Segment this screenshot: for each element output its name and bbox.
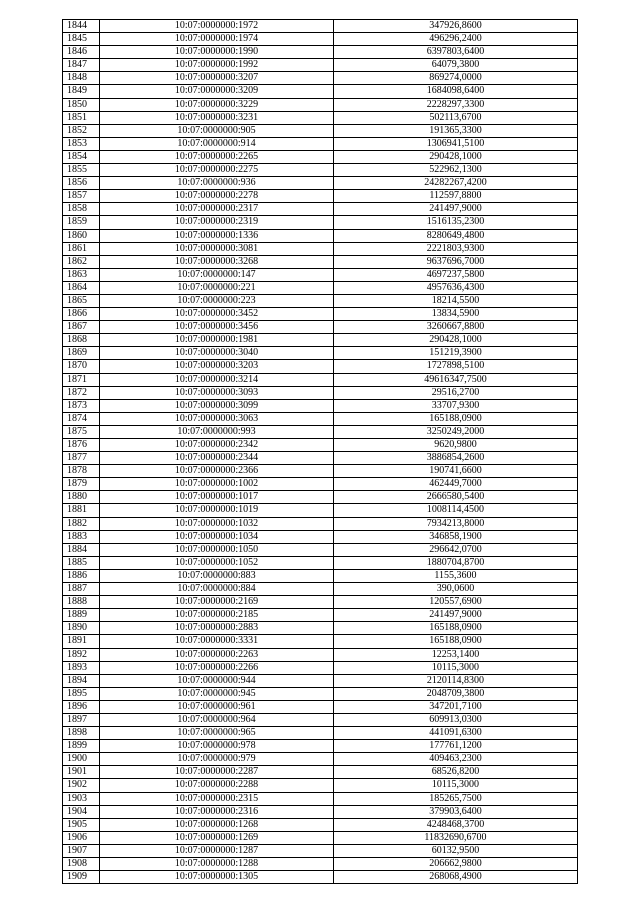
table-row: [63, 569, 578, 582]
row-number-cell: 1898: [63, 727, 100, 740]
table-row: [63, 203, 578, 216]
amount-cell: 290428,1000: [334, 334, 578, 347]
row-number-cell: 1894: [63, 674, 100, 687]
table-row: [63, 517, 578, 530]
amount-cell: 502113,6700: [334, 111, 578, 124]
cadastral-number-cell: 10:07:0000000:2883: [100, 622, 334, 635]
row-number-cell: 1869: [63, 347, 100, 360]
amount-cell: 1306941,5100: [334, 137, 578, 150]
row-number-cell: 1901: [63, 766, 100, 779]
row-number-cell: 1905: [63, 818, 100, 831]
amount-cell: 12253,1400: [334, 648, 578, 661]
cadastral-number-cell: 10:07:0000000:1972: [100, 20, 334, 33]
row-number-cell: 1906: [63, 831, 100, 844]
amount-cell: 49616347,7500: [334, 373, 578, 386]
cadastral-number-cell: 10:07:0000000:884: [100, 583, 334, 596]
table-row: [63, 831, 578, 844]
cadastral-number-cell: 10:07:0000000:3268: [100, 255, 334, 268]
amount-cell: 609913,0300: [334, 713, 578, 726]
cadastral-number-cell: 10:07:0000000:221: [100, 281, 334, 294]
cadastral-number-cell: 10:07:0000000:3231: [100, 111, 334, 124]
cadastral-number-cell: 10:07:0000000:2366: [100, 465, 334, 478]
table-row: [63, 766, 578, 779]
cadastral-number-cell: 10:07:0000000:3229: [100, 98, 334, 111]
cadastral-number-cell: 10:07:0000000:1992: [100, 59, 334, 72]
table-row: [63, 33, 578, 46]
cadastral-number-cell: 10:07:0000000:2263: [100, 648, 334, 661]
amount-cell: 241497,9000: [334, 203, 578, 216]
row-number-cell: 1902: [63, 779, 100, 792]
amount-cell: 241497,9000: [334, 609, 578, 622]
cadastral-number-cell: 10:07:0000000:979: [100, 753, 334, 766]
cadastral-number-cell: 10:07:0000000:223: [100, 294, 334, 307]
cadastral-number-cell: 10:07:0000000:2319: [100, 216, 334, 229]
table-row: [63, 871, 578, 884]
amount-cell: 7934213,8000: [334, 517, 578, 530]
row-number-cell: 1896: [63, 700, 100, 713]
cadastral-number-cell: 10:07:0000000:944: [100, 674, 334, 687]
table-row: [63, 229, 578, 242]
row-number-cell: 1846: [63, 46, 100, 59]
cadastral-number-cell: 10:07:0000000:2344: [100, 452, 334, 465]
row-number-cell: 1907: [63, 844, 100, 857]
cadastral-number-cell: 10:07:0000000:2316: [100, 805, 334, 818]
row-number-cell: 1893: [63, 661, 100, 674]
amount-cell: 9637696,7000: [334, 255, 578, 268]
row-number-cell: 1897: [63, 713, 100, 726]
table-row: [63, 543, 578, 556]
row-number-cell: 1900: [63, 753, 100, 766]
row-number-cell: 1871: [63, 373, 100, 386]
amount-cell: 10115,3000: [334, 661, 578, 674]
row-number-cell: 1867: [63, 321, 100, 334]
table-row: [63, 556, 578, 569]
cadastral-number-cell: 10:07:0000000:964: [100, 713, 334, 726]
table-row: [63, 425, 578, 438]
table-row: [63, 596, 578, 609]
row-number-cell: 1890: [63, 622, 100, 635]
row-number-cell: 1851: [63, 111, 100, 124]
row-number-cell: 1874: [63, 412, 100, 425]
table-row: [63, 700, 578, 713]
amount-cell: 390,0600: [334, 583, 578, 596]
table-row: [63, 792, 578, 805]
table-row: [63, 373, 578, 386]
amount-cell: 151219,3900: [334, 347, 578, 360]
cadastral-number-cell: 10:07:0000000:3203: [100, 360, 334, 373]
amount-cell: 6397803,6400: [334, 46, 578, 59]
table-row: [63, 622, 578, 635]
cadastral-number-cell: 10:07:0000000:1019: [100, 504, 334, 517]
table-row: [63, 150, 578, 163]
amount-cell: 379903,6400: [334, 805, 578, 818]
amount-cell: 869274,0000: [334, 72, 578, 85]
amount-cell: 1684098,6400: [334, 85, 578, 98]
table-row: [63, 713, 578, 726]
cadastral-number-cell: 10:07:0000000:3452: [100, 308, 334, 321]
row-number-cell: 1886: [63, 569, 100, 582]
table-row: [63, 360, 578, 373]
row-number-cell: 1865: [63, 294, 100, 307]
cadastral-number-cell: 10:07:0000000:3207: [100, 72, 334, 85]
table-row: [63, 753, 578, 766]
cadastral-number-cell: 10:07:0000000:961: [100, 700, 334, 713]
cadastral-number-cell: 10:07:0000000:2278: [100, 190, 334, 203]
cadastral-number-cell: 10:07:0000000:2288: [100, 779, 334, 792]
table-row: [63, 452, 578, 465]
table-row: [63, 164, 578, 177]
row-number-cell: 1903: [63, 792, 100, 805]
table-row: [63, 805, 578, 818]
row-number-cell: 1864: [63, 281, 100, 294]
amount-cell: 2221803,9300: [334, 242, 578, 255]
cadastral-number-cell: 10:07:0000000:3093: [100, 386, 334, 399]
row-number-cell: 1868: [63, 334, 100, 347]
cadastral-number-cell: 10:07:0000000:1002: [100, 478, 334, 491]
cadastral-number-cell: 10:07:0000000:2275: [100, 164, 334, 177]
amount-cell: 29516,2700: [334, 386, 578, 399]
amount-cell: 10115,3000: [334, 779, 578, 792]
amount-cell: 347926,8600: [334, 20, 578, 33]
table-row: [63, 727, 578, 740]
row-number-cell: 1877: [63, 452, 100, 465]
row-number-cell: 1866: [63, 308, 100, 321]
row-number-cell: 1899: [63, 740, 100, 753]
amount-cell: 112597,8800: [334, 190, 578, 203]
row-number-cell: 1857: [63, 190, 100, 203]
amount-cell: 3260667,8800: [334, 321, 578, 334]
table-row: [63, 844, 578, 857]
row-number-cell: 1888: [63, 596, 100, 609]
amount-cell: 33707,9300: [334, 399, 578, 412]
cadastral-number-cell: 10:07:0000000:1287: [100, 844, 334, 857]
amount-cell: 290428,1000: [334, 150, 578, 163]
row-number-cell: 1892: [63, 648, 100, 661]
table-row: [63, 439, 578, 452]
cadastral-number-cell: 10:07:0000000:2317: [100, 203, 334, 216]
cadastral-number-cell: 10:07:0000000:1268: [100, 818, 334, 831]
row-number-cell: 1887: [63, 583, 100, 596]
cadastral-number-cell: 10:07:0000000:3209: [100, 85, 334, 98]
table-row: [63, 648, 578, 661]
table-row: [63, 347, 578, 360]
cadastral-number-cell: 10:07:0000000:3456: [100, 321, 334, 334]
cadastral-number-cell: 10:07:0000000:1050: [100, 543, 334, 556]
amount-cell: 441091,6300: [334, 727, 578, 740]
cadastral-number-cell: 10:07:0000000:1269: [100, 831, 334, 844]
amount-cell: 296642,0700: [334, 543, 578, 556]
row-number-cell: 1850: [63, 98, 100, 111]
cadastral-number-cell: 10:07:0000000:3214: [100, 373, 334, 386]
cadastral-number-cell: 10:07:0000000:2287: [100, 766, 334, 779]
row-number-cell: 1863: [63, 268, 100, 281]
data-table: [62, 19, 578, 884]
amount-cell: 522962,1300: [334, 164, 578, 177]
row-number-cell: 1909: [63, 871, 100, 884]
row-number-cell: 1883: [63, 530, 100, 543]
amount-cell: 1727898,5100: [334, 360, 578, 373]
row-number-cell: 1860: [63, 229, 100, 242]
row-number-cell: 1873: [63, 399, 100, 412]
amount-cell: 24282267,4200: [334, 177, 578, 190]
cadastral-number-cell: 10:07:0000000:3099: [100, 399, 334, 412]
table-row: [63, 478, 578, 491]
table-row: [63, 177, 578, 190]
amount-cell: 1880704,8700: [334, 556, 578, 569]
table-row: [63, 321, 578, 334]
table-body: [63, 20, 578, 884]
amount-cell: 191365,3300: [334, 124, 578, 137]
amount-cell: 8280649,4800: [334, 229, 578, 242]
amount-cell: 165188,0900: [334, 635, 578, 648]
row-number-cell: 1879: [63, 478, 100, 491]
table-row: [63, 661, 578, 674]
table-row: [63, 124, 578, 137]
row-number-cell: 1882: [63, 517, 100, 530]
table-row: [63, 20, 578, 33]
amount-cell: 165188,0900: [334, 412, 578, 425]
table-row: [63, 465, 578, 478]
cadastral-number-cell: 10:07:0000000:1032: [100, 517, 334, 530]
row-number-cell: 1849: [63, 85, 100, 98]
amount-cell: 1516135,2300: [334, 216, 578, 229]
table-row: [63, 190, 578, 203]
cadastral-number-cell: 10:07:0000000:978: [100, 740, 334, 753]
amount-cell: 2120114,8300: [334, 674, 578, 687]
row-number-cell: 1904: [63, 805, 100, 818]
table-row: [63, 858, 578, 871]
cadastral-number-cell: 10:07:0000000:914: [100, 137, 334, 150]
amount-cell: 64079,3800: [334, 59, 578, 72]
table-row: [63, 294, 578, 307]
cadastral-number-cell: 10:07:0000000:883: [100, 569, 334, 582]
amount-cell: 3250249,2000: [334, 425, 578, 438]
cadastral-number-cell: 10:07:0000000:936: [100, 177, 334, 190]
table-row: [63, 85, 578, 98]
cadastral-number-cell: 10:07:0000000:1017: [100, 491, 334, 504]
table-row: [63, 386, 578, 399]
amount-cell: 496296,2400: [334, 33, 578, 46]
amount-cell: 268068,4900: [334, 871, 578, 884]
cadastral-number-cell: 10:07:0000000:1288: [100, 858, 334, 871]
table-row: [63, 504, 578, 517]
row-number-cell: 1875: [63, 425, 100, 438]
cadastral-number-cell: 10:07:0000000:3040: [100, 347, 334, 360]
amount-cell: 9620,9800: [334, 439, 578, 452]
row-number-cell: 1880: [63, 491, 100, 504]
table-row: [63, 635, 578, 648]
row-number-cell: 1891: [63, 635, 100, 648]
cadastral-number-cell: 10:07:0000000:3081: [100, 242, 334, 255]
amount-cell: 165188,0900: [334, 622, 578, 635]
table-row: [63, 242, 578, 255]
row-number-cell: 1895: [63, 687, 100, 700]
amount-cell: 60132,9500: [334, 844, 578, 857]
amount-cell: 3886854,2600: [334, 452, 578, 465]
cadastral-number-cell: 10:07:0000000:3331: [100, 635, 334, 648]
cadastral-number-cell: 10:07:0000000:1034: [100, 530, 334, 543]
row-number-cell: 1878: [63, 465, 100, 478]
row-number-cell: 1870: [63, 360, 100, 373]
row-number-cell: 1852: [63, 124, 100, 137]
table-row: [63, 59, 578, 72]
cadastral-number-cell: 10:07:0000000:2266: [100, 661, 334, 674]
cadastral-number-cell: 10:07:0000000:1974: [100, 33, 334, 46]
row-number-cell: 1884: [63, 543, 100, 556]
row-number-cell: 1853: [63, 137, 100, 150]
row-number-cell: 1876: [63, 439, 100, 452]
cadastral-number-cell: 10:07:0000000:905: [100, 124, 334, 137]
row-number-cell: 1861: [63, 242, 100, 255]
amount-cell: 2048709,3800: [334, 687, 578, 700]
table-row: [63, 46, 578, 59]
amount-cell: 18214,5500: [334, 294, 578, 307]
cadastral-number-cell: 10:07:0000000:2315: [100, 792, 334, 805]
row-number-cell: 1848: [63, 72, 100, 85]
table-row: [63, 491, 578, 504]
row-number-cell: 1854: [63, 150, 100, 163]
cadastral-number-cell: 10:07:0000000:1305: [100, 871, 334, 884]
amount-cell: 190741,6600: [334, 465, 578, 478]
table-row: [63, 779, 578, 792]
amount-cell: 68526,8200: [334, 766, 578, 779]
row-number-cell: 1844: [63, 20, 100, 33]
amount-cell: 13834,5900: [334, 308, 578, 321]
cadastral-number-cell: 10:07:0000000:2265: [100, 150, 334, 163]
table-row: [63, 137, 578, 150]
table-row: [63, 412, 578, 425]
amount-cell: 206662,9800: [334, 858, 578, 871]
table-row: [63, 281, 578, 294]
row-number-cell: 1858: [63, 203, 100, 216]
table-row: [63, 72, 578, 85]
table-row: [63, 399, 578, 412]
row-number-cell: 1908: [63, 858, 100, 871]
amount-cell: 4697237,5800: [334, 268, 578, 281]
table-row: [63, 216, 578, 229]
cadastral-number-cell: 10:07:0000000:3063: [100, 412, 334, 425]
table-row: [63, 255, 578, 268]
amount-cell: 347201,7100: [334, 700, 578, 713]
row-number-cell: 1859: [63, 216, 100, 229]
amount-cell: 462449,7000: [334, 478, 578, 491]
row-number-cell: 1856: [63, 177, 100, 190]
cadastral-number-cell: 10:07:0000000:1336: [100, 229, 334, 242]
cadastral-number-cell: 10:07:0000000:2185: [100, 609, 334, 622]
row-number-cell: 1862: [63, 255, 100, 268]
cadastral-number-cell: 10:07:0000000:2342: [100, 439, 334, 452]
cadastral-number-cell: 10:07:0000000:993: [100, 425, 334, 438]
table-row: [63, 334, 578, 347]
cadastral-number-cell: 10:07:0000000:147: [100, 268, 334, 281]
amount-cell: 1008114,4500: [334, 504, 578, 517]
amount-cell: 346858,1900: [334, 530, 578, 543]
table-row: [63, 268, 578, 281]
cadastral-number-cell: 10:07:0000000:1052: [100, 556, 334, 569]
row-number-cell: 1847: [63, 59, 100, 72]
table-row: [63, 111, 578, 124]
table-row: [63, 583, 578, 596]
amount-cell: 11832690,6700: [334, 831, 578, 844]
cadastral-number-cell: 10:07:0000000:1990: [100, 46, 334, 59]
cadastral-number-cell: 10:07:0000000:1981: [100, 334, 334, 347]
table-row: [63, 609, 578, 622]
amount-cell: 4248468,3700: [334, 818, 578, 831]
row-number-cell: 1881: [63, 504, 100, 517]
amount-cell: 1155,3600: [334, 569, 578, 582]
table-row: [63, 308, 578, 321]
row-number-cell: 1845: [63, 33, 100, 46]
table-row: [63, 98, 578, 111]
amount-cell: 120557,6900: [334, 596, 578, 609]
cadastral-number-cell: 10:07:0000000:965: [100, 727, 334, 740]
table-row: [63, 740, 578, 753]
cadastral-number-cell: 10:07:0000000:945: [100, 687, 334, 700]
row-number-cell: 1889: [63, 609, 100, 622]
table-row: [63, 818, 578, 831]
amount-cell: 177761,1200: [334, 740, 578, 753]
table-row: [63, 687, 578, 700]
amount-cell: 409463,2300: [334, 753, 578, 766]
row-number-cell: 1872: [63, 386, 100, 399]
cadastral-number-cell: 10:07:0000000:2169: [100, 596, 334, 609]
table-row: [63, 530, 578, 543]
amount-cell: 2228297,3300: [334, 98, 578, 111]
amount-cell: 185265,7500: [334, 792, 578, 805]
table-row: [63, 674, 578, 687]
amount-cell: 2666580,5400: [334, 491, 578, 504]
row-number-cell: 1885: [63, 556, 100, 569]
amount-cell: 4957636,4300: [334, 281, 578, 294]
row-number-cell: 1855: [63, 164, 100, 177]
